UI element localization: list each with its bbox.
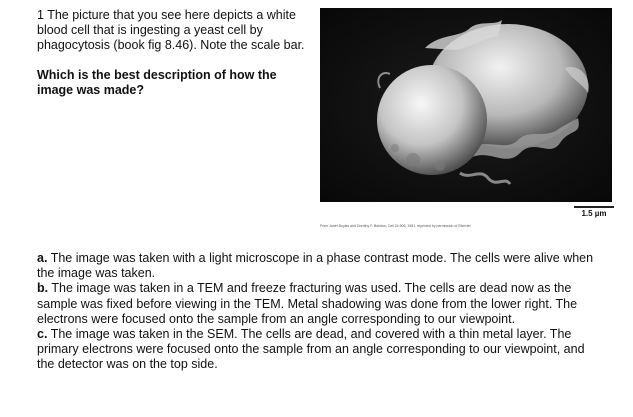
- question-prompt: Which is the best description of how the image was made?: [37, 68, 277, 97]
- option-a: [37, 251, 602, 281]
- sem-micrograph: [320, 8, 612, 202]
- option-c-letter: c.: [37, 327, 48, 342]
- figure-credit: From Janet Boyles and Dorothy F. Bainton, Cell 24:906, 1981, reprinted by permission of Elsevier: [320, 224, 471, 228]
- scale-bar-label: 1.5 µm: [581, 209, 607, 218]
- micrograph-image: [320, 8, 612, 202]
- question-block: [37, 8, 307, 98]
- option-c-text: The image was taken in the SEM. The cells are dead, and covered with a thin metal layer. The primary electrons were focused onto the sample from an angle corresponding to our viewpoint, and the detector was on the top side.: [37, 327, 585, 372]
- option-b: [37, 281, 602, 327]
- option-a-text: The image was taken with a light microscope in a phase contrast mode. The cells were alive when the image was taken.: [37, 251, 594, 281]
- option-b-text: The image was taken in a TEM and freeze fracturing was used. The cells are dead now as the sample was fixed before viewing in the TEM. Metal shadowing was done from the lower right. The electrons were focused onto the sample from an angle corresponding to our viewpoint.: [37, 281, 578, 326]
- question-intro: 1 The picture that you see here depicts a white blood cell that is ingesting a yeast cell by phagocytosis (book fig 8.46). Note the scale bar.: [37, 8, 305, 52]
- answer-options: [37, 251, 602, 373]
- option-b-letter: b.: [37, 281, 49, 296]
- option-c: [37, 327, 602, 373]
- scale-bar: [574, 206, 614, 218]
- option-a-letter: a.: [37, 251, 48, 265]
